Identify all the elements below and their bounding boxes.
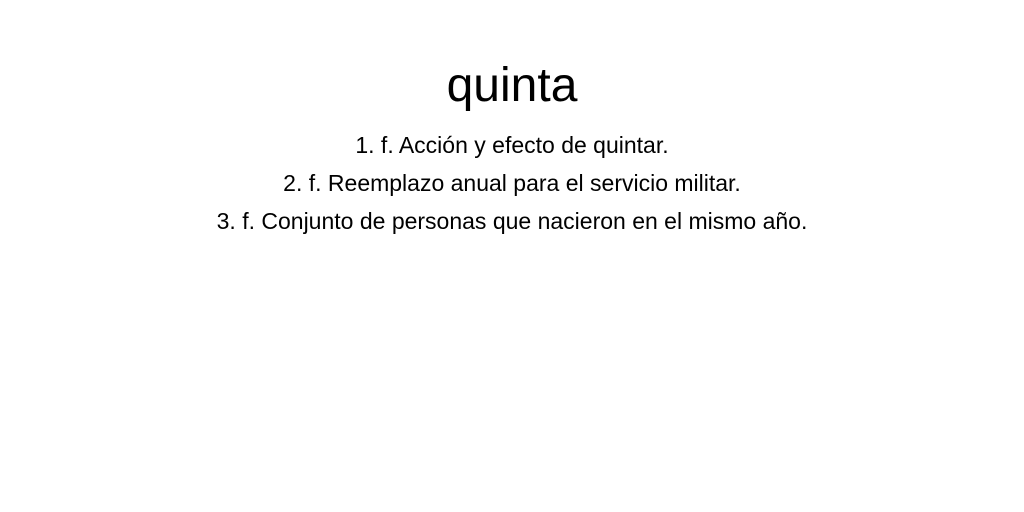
definition-3: 3. f. Conjunto de personas que nacieron en el mismo año. bbox=[216, 208, 808, 234]
headword: quinta bbox=[446, 59, 578, 112]
definition-1: 1. f. Acción y efecto de quintar. bbox=[355, 132, 669, 158]
definition-2: 2. f. Reemplazo anual para el servicio militar. bbox=[283, 170, 741, 196]
definition-list bbox=[0, 128, 1024, 242]
